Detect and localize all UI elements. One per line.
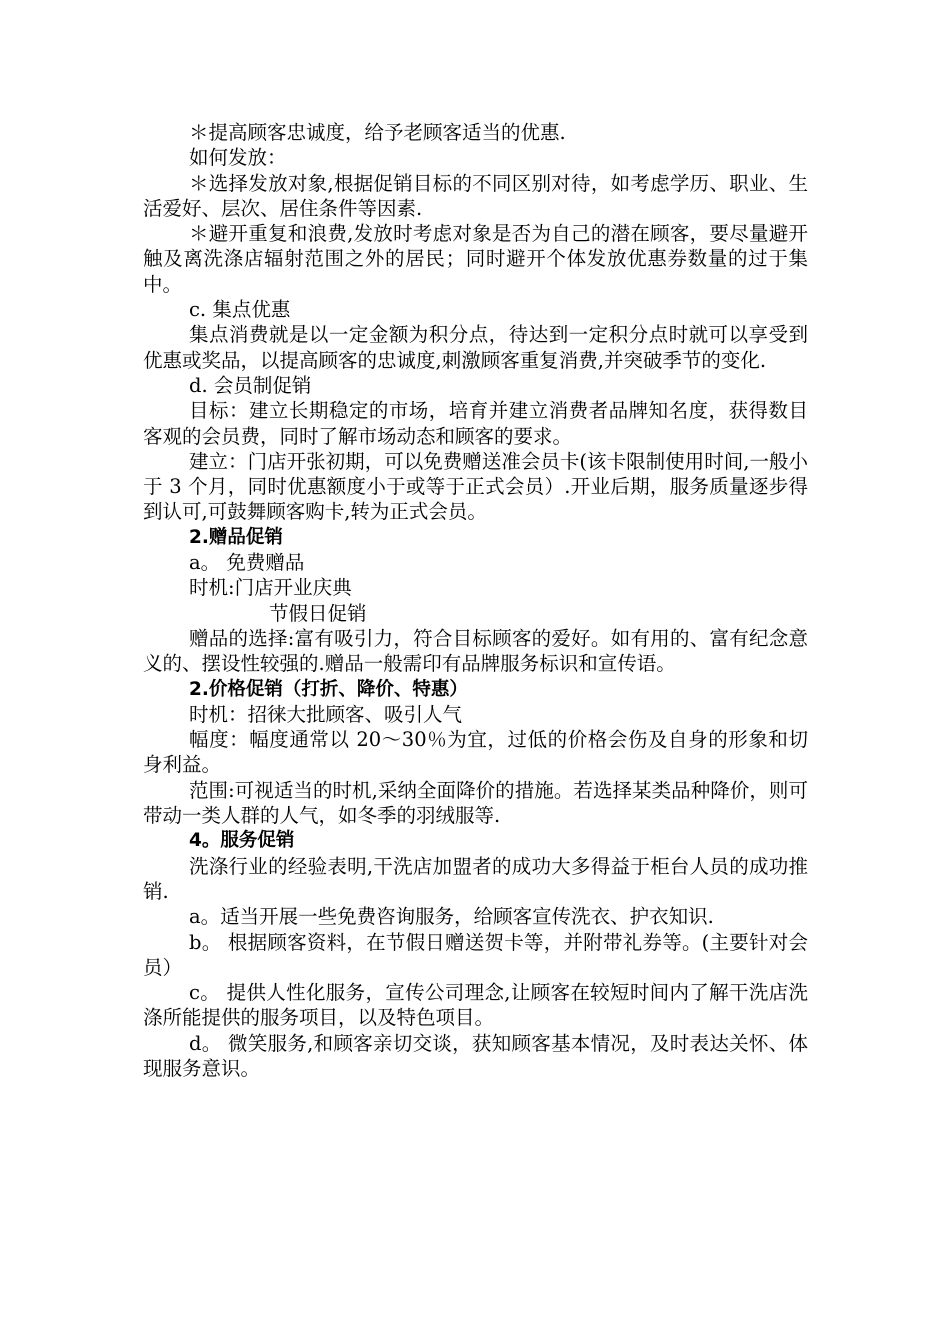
paragraph-membership-setup: 建立：门店开张初期，可以免费赠送准会员卡(该卡限制使用时间,一般小于 3 个月，同时优惠额度小于或等于正式会员）.开业后期，服务质量逐步得到认可,可鼓舞顾客购卡,转为正式会员。 (143, 449, 808, 524)
heading-gift-promotion: 2.赠品促销 (189, 526, 283, 548)
paragraph-gift-selection: 赠品的选择:富有吸引力，符合目标顾客的爱好。如有用的、富有纪念意义的、摆设性较强的.赠品一般需印有品牌服务标识和宣传语。 (143, 626, 808, 676)
document-body (143, 120, 808, 1081)
paragraph-avoid-waste: ＊避开重复和浪费,发放时考虑对象是否为自己的潜在顾客，要尽量避开触及离洗涤店辐射范围之外的居民；同时避开个体发放优惠券数量的过于集中。 (143, 222, 808, 296)
subheading-points-discount: c. 集点优惠 (189, 298, 291, 322)
paragraph-service-experience: 洗涤行业的经验表明,干洗店加盟者的成功大多得益于柜台人员的成功推销. (143, 854, 808, 903)
paragraph-gift-timing: 时机:门店开业庆典 (189, 576, 352, 600)
paragraph-select-target: ＊选择发放对象,根据促销目标的不同区别对待，如考虑学历、职业、生活爱好、层次、居住条件等因素. (143, 171, 808, 220)
paragraph-loyalty: ＊提高顾客忠诚度，给予老顾客适当的优惠. (189, 121, 566, 144)
paragraph-service-d: d。 微笑服务,和顾客亲切交谈，获知顾客基本情况，及时表达关怀、体现服务意识。 (143, 1031, 808, 1080)
paragraph-service-c: c。 提供人性化服务，宣传公司理念,让顾客在较短时间内了解干洗店洗涤所能提供的服务项目，以及特色项目。 (143, 981, 808, 1030)
paragraph-holiday-promo: 节假日促销 (269, 601, 367, 625)
paragraph-price-range: 幅度：幅度通常以 20～30％为宜，过低的价格会伤及自身的形象和切身利益。 (143, 728, 808, 777)
paragraph-price-scope: 范围:可视适当的时机,采纳全面降价的措施。若选择某类品种降价，则可带动一类人群的人气，如冬季的羽绒服等. (143, 778, 808, 828)
paragraph-points-explanation: 集点消费就是以一定金额为积分点，待达到一定积分点时就可以享受到优惠或奖品，以提高顾客的忠诚度,刺激顾客重复消费,并突破季节的变化. (143, 323, 808, 372)
paragraph-service-a: a。适当开展一些免费咨询服务，给顾客宣传洗衣、护衣知识. (189, 905, 714, 929)
paragraph-how-to-distribute: 如何发放： (189, 146, 287, 170)
paragraph-membership-goal: 目标：建立长期稳定的市场，培育并建立消费者品牌知名度，获得数目客观的会员费，同时了解市场动态和顾客的要求。 (143, 399, 808, 448)
paragraph-service-b: b。 根据顾客资料，在节假日赠送贺卡等，并附带礼券等。(主要针对会员） (143, 930, 808, 979)
paragraph-price-timing: 时机：招徕大批顾客、吸引人气 (189, 702, 463, 726)
subheading-membership: d. 会员制促销 (189, 373, 312, 397)
subheading-free-gift: a。 免费赠品 (189, 551, 305, 575)
heading-service-promotion: 4。服务促销 (189, 830, 295, 852)
heading-price-promotion: 2.价格促销（打折、降价、特惠） (189, 678, 468, 700)
